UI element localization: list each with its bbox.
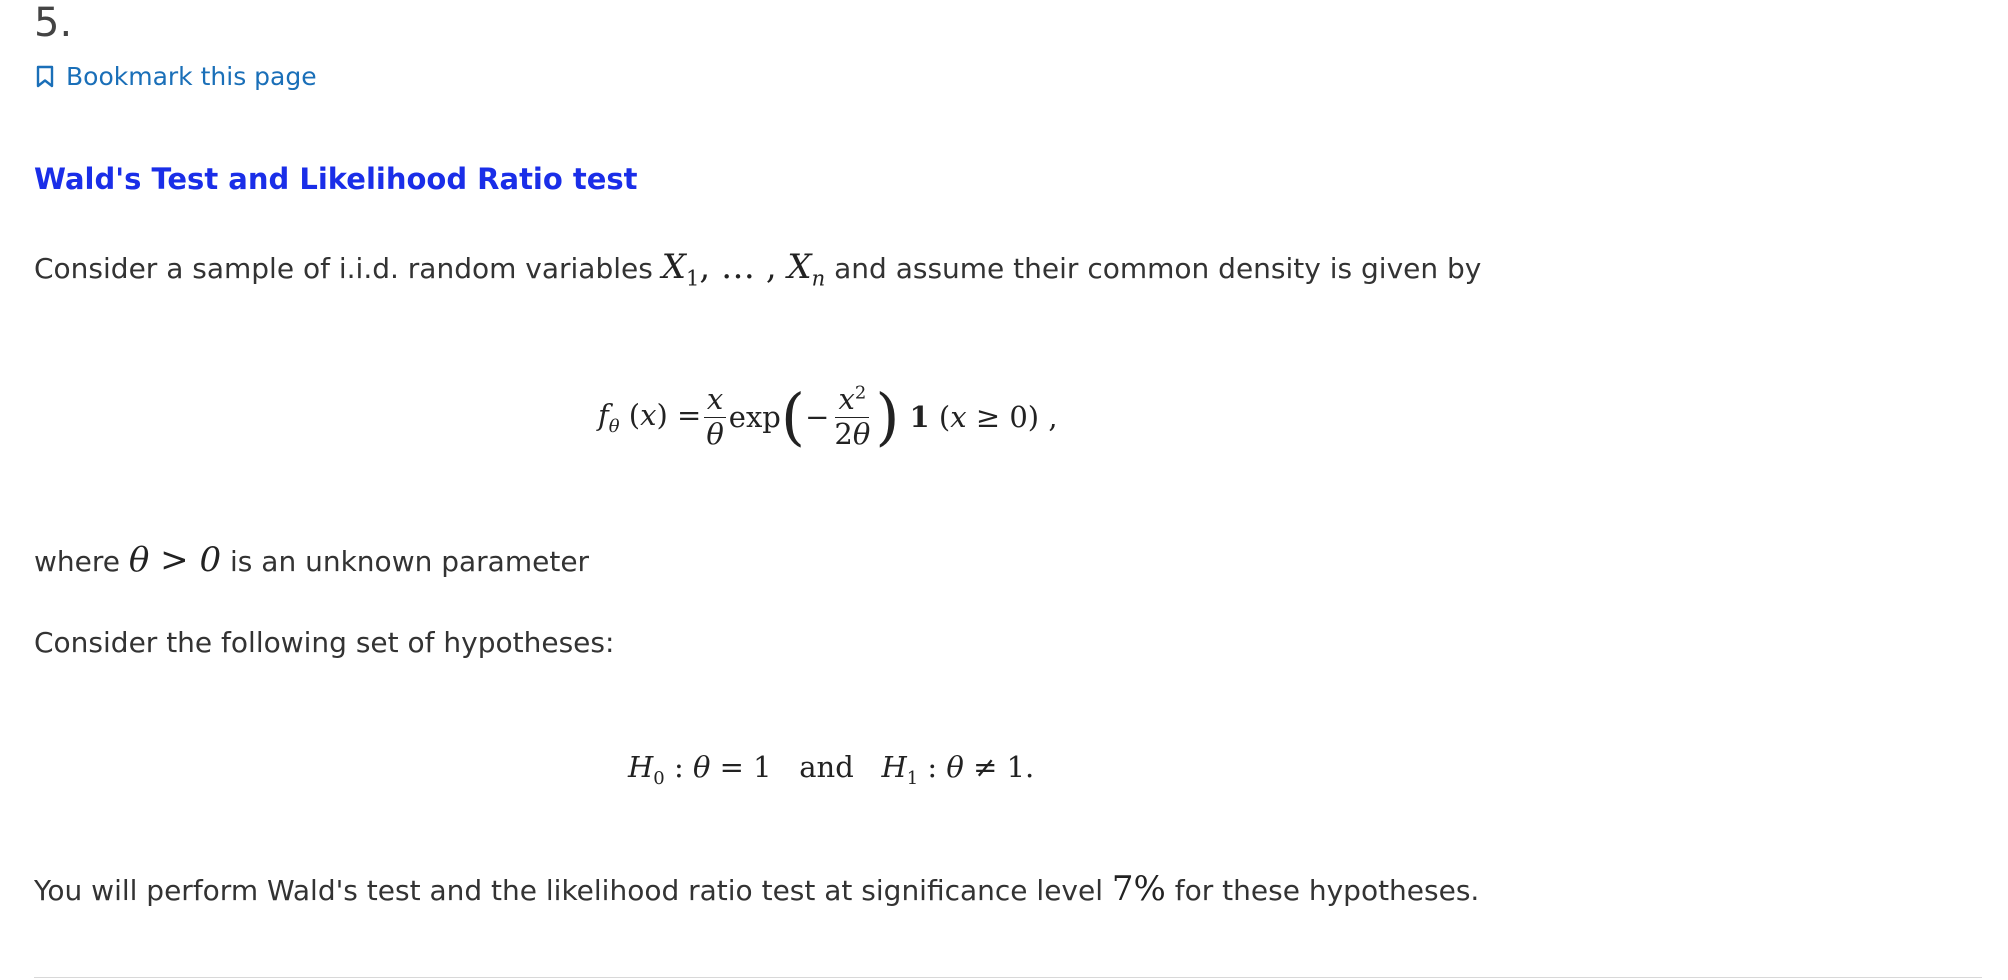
parameter-paragraph <box>34 540 589 580</box>
hypotheses-intro: Consider the following set of hypotheses: <box>34 626 615 659</box>
bookmark-label: Bookmark this page <box>66 62 317 91</box>
section-number: 5. <box>34 0 73 46</box>
parameter-math: θ > 0 <box>128 540 222 580</box>
intro-paragraph <box>34 247 1481 290</box>
density-equation: $f_\theta$ (x) = $\frac{x}{\theta}$ exp ( − $\frac{x^2}{2\theta}$ ) 1 (x ≥ 0) , <box>598 380 1058 453</box>
closing-paragraph <box>34 869 1479 909</box>
bookmark-icon <box>36 65 54 89</box>
intro-text-before: Consider a sample of i.i.d. random variables <box>34 252 653 285</box>
hypotheses-equation: $H_0$ : θ = 1 and $H_1$ : θ ≠ 1. <box>628 750 1035 789</box>
bookmark-button[interactable] <box>36 62 317 91</box>
where-after-text: is an unknown parameter <box>230 545 590 578</box>
problem-title: Wald's Test and Likelihood Ratio test <box>34 162 638 196</box>
significance-level-math: 7% <box>1111 869 1166 909</box>
where-text: where <box>34 545 120 578</box>
closing-text-after: for these hypotheses. <box>1174 874 1480 907</box>
intro-text-after: and assume their common density is given by <box>834 252 1482 285</box>
sample-variables-math: $X_1$, … , $X_n$ <box>661 247 826 291</box>
section-divider <box>34 977 1982 978</box>
closing-text-before: You will perform Wald's test and the likelihood ratio test at significance level <box>34 874 1104 907</box>
